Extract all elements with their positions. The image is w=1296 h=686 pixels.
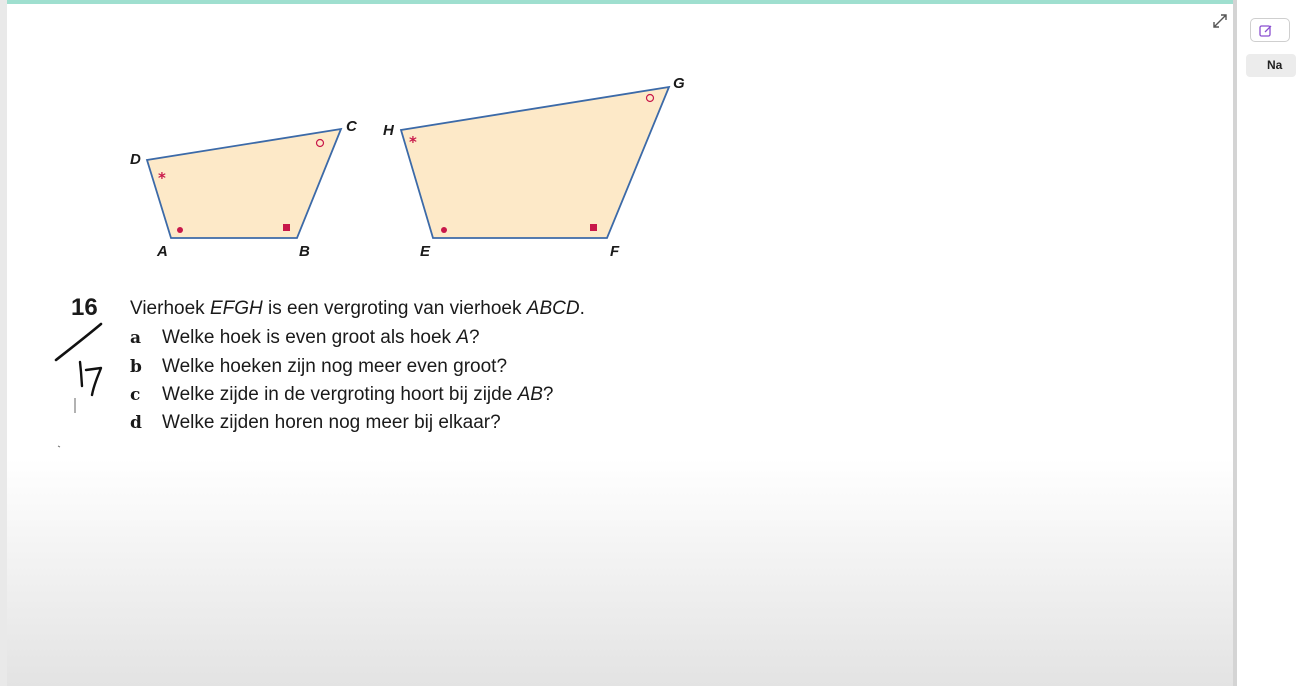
exercise-number: 16 xyxy=(71,294,98,321)
stem-small-quad: ABCD xyxy=(526,298,580,319)
subquestion-letter: b xyxy=(130,357,142,377)
edit-icon xyxy=(1259,24,1273,38)
subquestion-c xyxy=(130,384,554,406)
subquestion-letter: c xyxy=(130,385,141,405)
question-stem xyxy=(130,298,585,320)
subquestion-italic: A xyxy=(456,327,470,348)
stem-prefix: Vierhoek xyxy=(130,298,210,319)
quadrilateral-abcd xyxy=(147,129,341,238)
angle-b-square-marker xyxy=(283,224,290,231)
ink-digit-seven xyxy=(86,368,101,395)
subquestion-suffix: ? xyxy=(469,327,480,348)
right-side-panel xyxy=(1237,0,1283,686)
vertex-label-b: B xyxy=(299,243,310,260)
quadrilateral-efgh xyxy=(401,87,669,238)
vertex-label-g: G xyxy=(673,75,685,92)
vertex-label-a: A xyxy=(157,243,168,260)
stem-big-quad: EFGH xyxy=(209,298,263,319)
subquestion-letter: a xyxy=(130,328,142,348)
stem-middle: is een vergroting van vierhoek xyxy=(262,298,527,319)
angle-e-dot-marker xyxy=(441,227,447,233)
subquestion-letter: d xyxy=(130,413,142,433)
angle-a-dot-marker xyxy=(177,227,183,233)
angle-f-square-marker xyxy=(590,224,597,231)
subquestion-suffix: ? xyxy=(542,384,554,405)
subquestion-text: Welke hoeken zijn nog meer even groot? xyxy=(162,356,508,377)
vertex-label-c: C xyxy=(346,118,357,135)
handwritten-annotation xyxy=(0,0,140,460)
stem-suffix: . xyxy=(579,298,585,319)
subquestion-italic: AB xyxy=(517,384,543,405)
nav-tab[interactable]: Na xyxy=(1246,54,1296,77)
subquestion-b xyxy=(130,356,507,378)
subquestion-a xyxy=(130,327,480,349)
subquestion-text: Welke zijde in de vergroting hoort bij zijde xyxy=(162,384,518,405)
vertex-label-f: F xyxy=(610,243,620,260)
angle-d-asterisk-marker: * xyxy=(158,169,166,187)
subquestion-d xyxy=(130,412,501,434)
subquestion-text: Welke zijden horen nog meer bij elkaar? xyxy=(162,412,501,433)
ink-dot xyxy=(58,446,60,447)
ink-slash-stroke xyxy=(56,324,101,360)
expand-icon[interactable] xyxy=(1211,12,1229,30)
subquestion-text: Welke hoek is even groot als hoek xyxy=(162,327,457,348)
vertex-label-h: H xyxy=(383,122,394,139)
ink-digit-one xyxy=(80,362,82,386)
vertex-label-d: D xyxy=(130,151,141,168)
vertex-label-e: E xyxy=(420,243,431,260)
angle-h-asterisk-marker: * xyxy=(409,133,417,151)
edit-button[interactable] xyxy=(1250,18,1290,42)
